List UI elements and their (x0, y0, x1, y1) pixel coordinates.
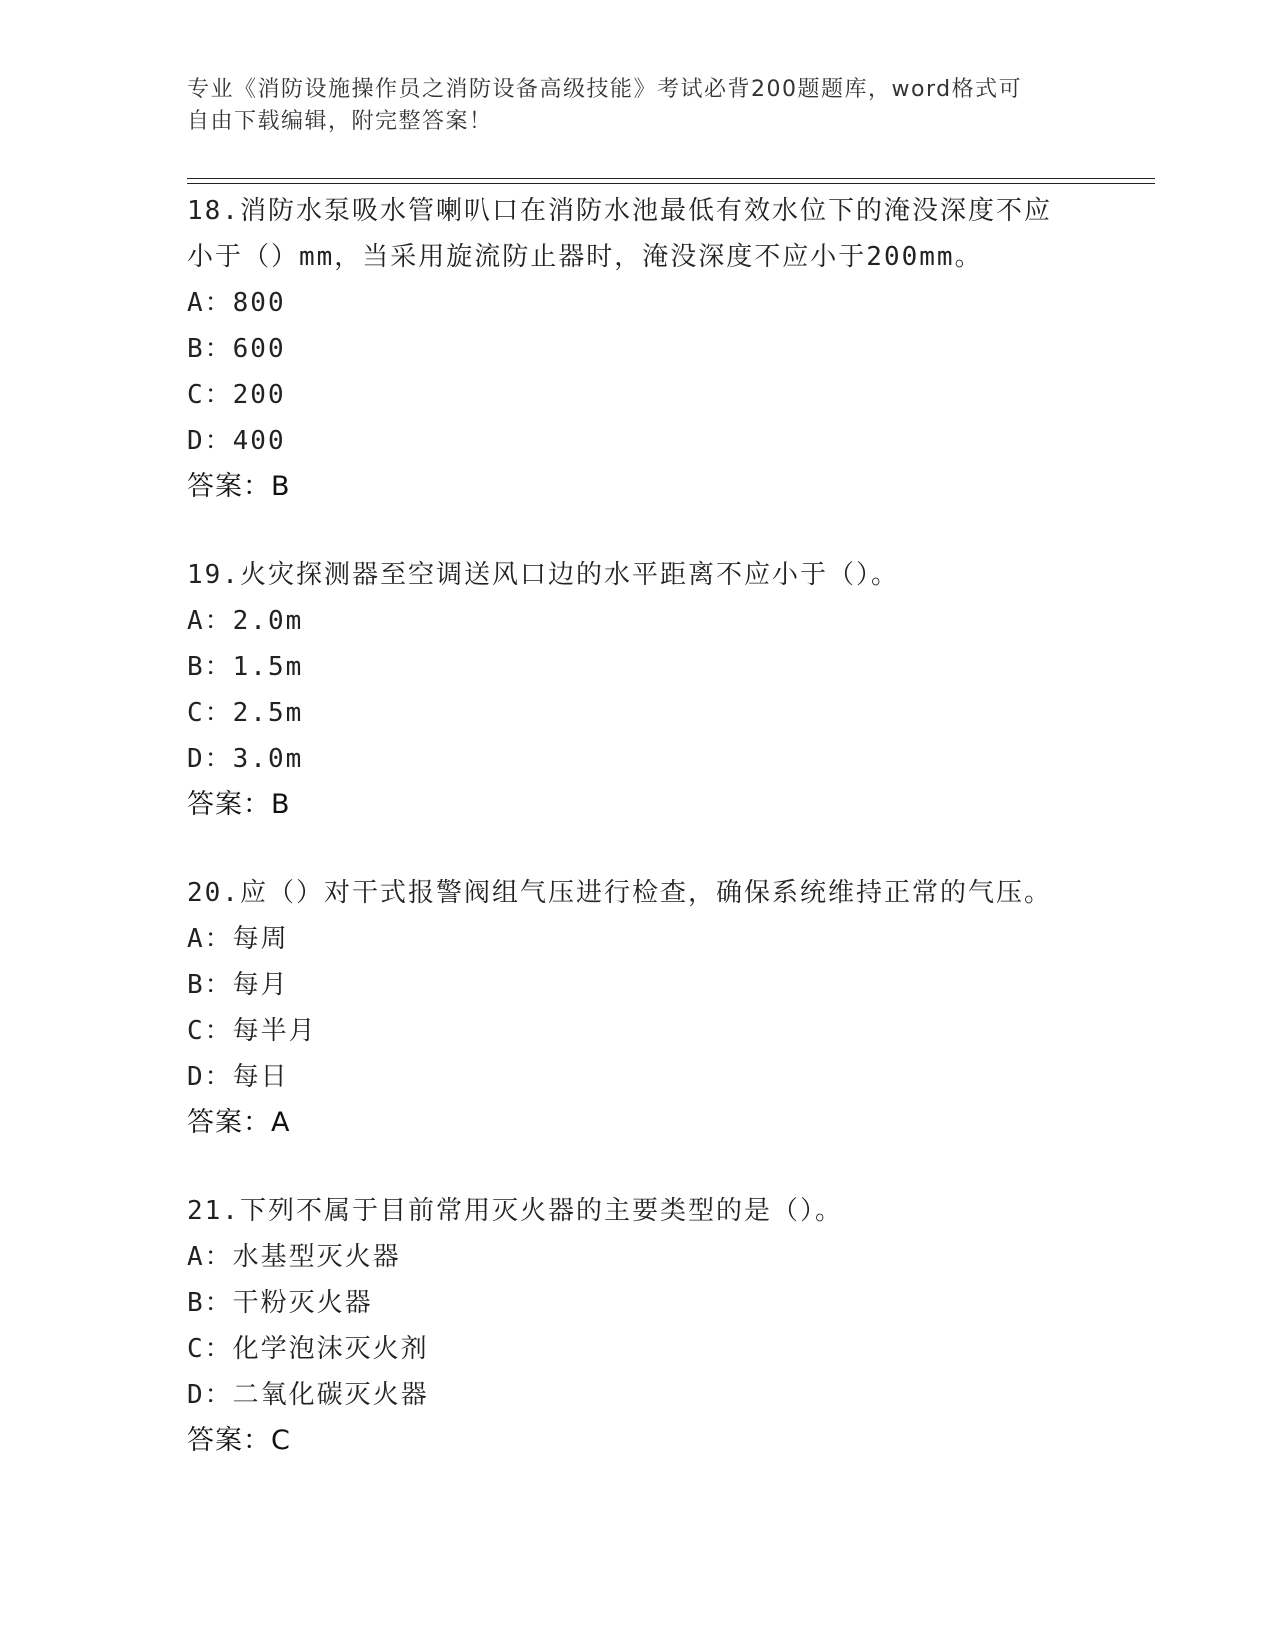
option-d: D：400 (187, 426, 286, 456)
document-header (187, 74, 1087, 138)
option-c: C：2.5m (187, 698, 304, 728)
option-c: C：200 (187, 380, 286, 410)
option-c: C：每半月 (187, 1016, 317, 1046)
question-stem-line-2: 小于（）mm，当采用旋流防止器时，淹没深度不应小于200mm。 (187, 242, 983, 272)
question-18 (187, 188, 1155, 510)
question-stem-line-1: 20.应（）对干式报警阀组气压进行检查，确保系统维持正常的气压。 (187, 878, 1052, 908)
header-divider-top (187, 178, 1155, 179)
answer: 答案：B (187, 789, 291, 820)
option-d: D：3.0m (187, 744, 304, 774)
option-a: A：800 (187, 288, 286, 318)
question-20 (187, 870, 1155, 1146)
question-19 (187, 552, 1155, 828)
header-line-2: 自由下载编辑，附完整答案！ (187, 109, 493, 134)
option-d: D：二氧化碳灭火器 (187, 1380, 429, 1410)
answer: 答案：C (187, 1425, 291, 1456)
option-a: A：每周 (187, 924, 289, 954)
question-stem-line-1: 19.火灾探测器至空调送风口边的水平距离不应小于（）。 (187, 560, 899, 590)
option-a: A：2.0m (187, 606, 304, 636)
question-list (187, 188, 1155, 1506)
option-b: B：1.5m (187, 652, 304, 682)
option-b: B：干粉灭火器 (187, 1288, 373, 1318)
answer: 答案：A (187, 1107, 291, 1138)
option-a: A：水基型灭火器 (187, 1242, 401, 1272)
option-c: C：化学泡沫灭火剂 (187, 1334, 429, 1364)
question-stem-line-1: 18.消防水泵吸水管喇叭口在消防水池最低有效水位下的淹没深度不应 (187, 196, 1052, 226)
option-d: D：每日 (187, 1062, 289, 1092)
option-b: B：600 (187, 334, 286, 364)
question-21 (187, 1188, 1155, 1464)
header-divider-bottom (187, 183, 1155, 184)
header-line-1: 专业《消防设施操作员之消防设备高级技能》考试必背200题题库，word格式可 (187, 77, 1023, 102)
option-b: B：每月 (187, 970, 289, 1000)
answer: 答案：B (187, 471, 291, 502)
question-stem-line-1: 21.下列不属于目前常用灭火器的主要类型的是（）。 (187, 1196, 843, 1226)
